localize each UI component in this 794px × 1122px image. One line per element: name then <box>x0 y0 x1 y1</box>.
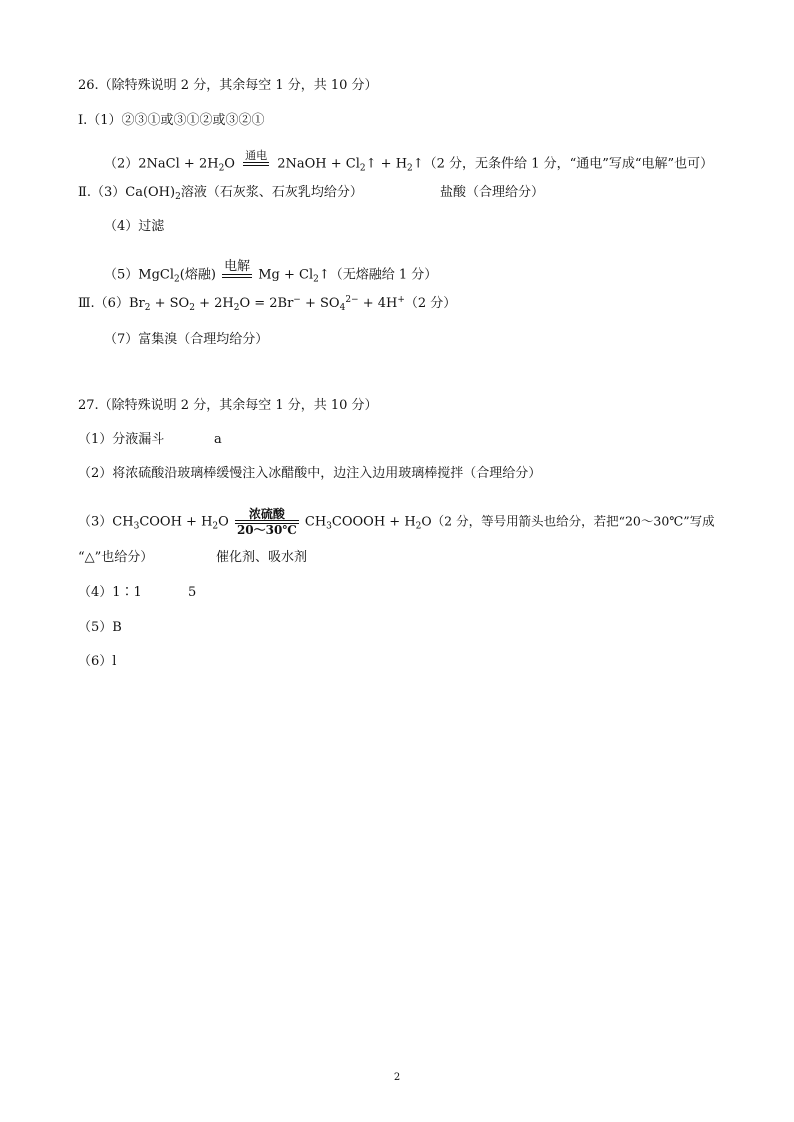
q26-part1 <box>78 112 265 130</box>
subscript: 2 <box>144 303 151 313</box>
q26-p5-right2: ↑（无熔融给 1 分） <box>318 267 438 283</box>
q26-p2-left: 2NaCl + 2H <box>138 156 219 172</box>
q26-p1-label: Ⅰ.（1） <box>78 113 122 128</box>
q27-p4-label: （4） <box>78 585 113 600</box>
q26-p3-text2: 溶液（石灰浆、石灰乳均给分） <box>180 185 363 200</box>
superscript: + <box>397 295 405 305</box>
subscript: 2 <box>212 521 219 532</box>
q27-p1-answer: 分液漏斗 <box>112 432 165 447</box>
q26-p2-left2: O <box>224 156 235 172</box>
condition-arrow <box>235 508 299 536</box>
q26-p2-right2: ↑ + H <box>365 156 408 172</box>
q26-p6-g: （2 分） <box>404 296 457 311</box>
q27-p2-answer: 将浓硫酸沿玻璃棒缓慢注入冰醋酸中，边注入边用玻璃棒搅拌（合理给分） <box>112 466 542 481</box>
q27-p3-right3: O（2 分，等号用箭头也给分，若把“20～30℃”写成 <box>421 513 715 529</box>
q27-part5 <box>78 619 122 637</box>
q26-part4 <box>104 218 164 236</box>
subscript: 3 <box>326 521 332 532</box>
subscript: 2 <box>313 274 319 285</box>
q26-p6-e: + SO <box>300 296 340 311</box>
q27-p3-left3: O <box>218 514 229 530</box>
q27-part4 <box>78 584 197 602</box>
q26-p4-answer: 过滤 <box>138 219 165 234</box>
condition-bottom <box>243 166 269 178</box>
q27-p3-cont: “△”也给分） <box>78 550 154 565</box>
q27-p2-label: （2） <box>78 466 113 481</box>
q27-part1 <box>78 431 222 449</box>
q26-p5-right: Mg + Cl <box>258 267 314 283</box>
q26-part5 <box>104 260 437 290</box>
condition-arrow <box>243 150 269 178</box>
q26-p5-label: （5） <box>104 267 139 283</box>
q27-p6-label: （6） <box>78 654 113 669</box>
q26-p6-label: Ⅲ.（6） <box>78 296 129 311</box>
q26-part6 <box>78 295 456 313</box>
q27-p3-cont2: 催化剂、吸水剂 <box>216 550 308 565</box>
q26-header: 26.（除特殊说明 2 分，其余每空 1 分，共 10 分） <box>78 78 378 93</box>
q27-part3-cont <box>78 549 308 567</box>
condition-top: 通电 <box>245 149 268 162</box>
q26-p2-right3: ↑（2 分，无条件给 1 分，“通电”写成“电解”也可） <box>412 156 714 172</box>
q26-p3-label: Ⅱ.（3） <box>78 185 126 200</box>
q27-part6 <box>78 653 116 671</box>
q26-p5-left: MgCl <box>138 267 175 283</box>
q27-p4-answer: 1∶1 <box>112 585 142 600</box>
condition-arrow <box>222 260 252 290</box>
q26-p7-answer: 富集溴（合理均给分） <box>138 332 269 347</box>
q26-p6-a: Br <box>128 296 145 311</box>
condition-top: 浓硫酸 <box>248 507 285 521</box>
subscript: 2 <box>174 274 180 285</box>
q27-header: 27.（除特殊说明 2 分，其余每空 1 分，共 10 分） <box>78 398 378 413</box>
q26-p6-c: + 2H <box>194 296 234 311</box>
q26-p6-d: O = 2Br <box>239 296 294 311</box>
q26-p7-label: （7） <box>104 332 139 347</box>
subscript: 4 <box>339 303 346 313</box>
subscript: 2 <box>407 163 413 174</box>
q27-p5-label: （5） <box>78 620 113 635</box>
q26-p6-b: + SO <box>150 296 190 311</box>
subscript: 2 <box>233 303 240 313</box>
subscript: 2 <box>189 303 195 313</box>
superscript: − <box>293 295 301 305</box>
superscript: 2− <box>345 295 359 305</box>
subscript: 2 <box>218 163 225 174</box>
q26-p6-f: + 4H <box>358 296 398 311</box>
q26-p4-label: （4） <box>104 219 139 234</box>
q26-part7 <box>104 331 268 349</box>
q27-p1-answer2: a <box>214 432 222 447</box>
q27-p3-right: CH <box>304 514 327 530</box>
q27-p3-left: CH <box>112 514 134 530</box>
q27-part2 <box>78 465 541 483</box>
condition-bottom <box>222 278 252 290</box>
q27-p4-answer2: 5 <box>188 585 197 600</box>
q27-p1-label: （1） <box>78 432 113 447</box>
q26-p2-label: （2） <box>104 156 139 172</box>
subscript: 2 <box>415 521 422 532</box>
q27-p3-label: （3） <box>78 514 113 530</box>
q26-p2-right: 2NaOH + Cl <box>277 156 360 172</box>
subscript: 3 <box>133 521 140 532</box>
q26-p3-text3: 盐酸（合理给分） <box>440 185 545 200</box>
q26-part3 <box>78 184 545 202</box>
condition-bottom: 20～30℃ <box>236 523 297 537</box>
q27-p6-answer: l <box>112 654 117 669</box>
subscript: 2 <box>359 163 366 174</box>
q26-p3-text: Ca(OH) <box>125 185 176 200</box>
subscript: 2 <box>175 192 181 202</box>
q26-part2 <box>104 150 713 178</box>
q26-p5-left2: (熔融) <box>179 267 216 283</box>
q27-p3-right2: COOOH + H <box>331 514 416 530</box>
q27-p3-left2: COOH + H <box>139 514 213 530</box>
page-number: 2 <box>393 1072 401 1083</box>
q27-part3 <box>78 508 715 536</box>
q27-p5-answer: B <box>112 620 122 635</box>
q26-p1-answer: ②③①或③①②或③②① <box>121 113 265 128</box>
condition-top: 电解 <box>224 259 251 274</box>
